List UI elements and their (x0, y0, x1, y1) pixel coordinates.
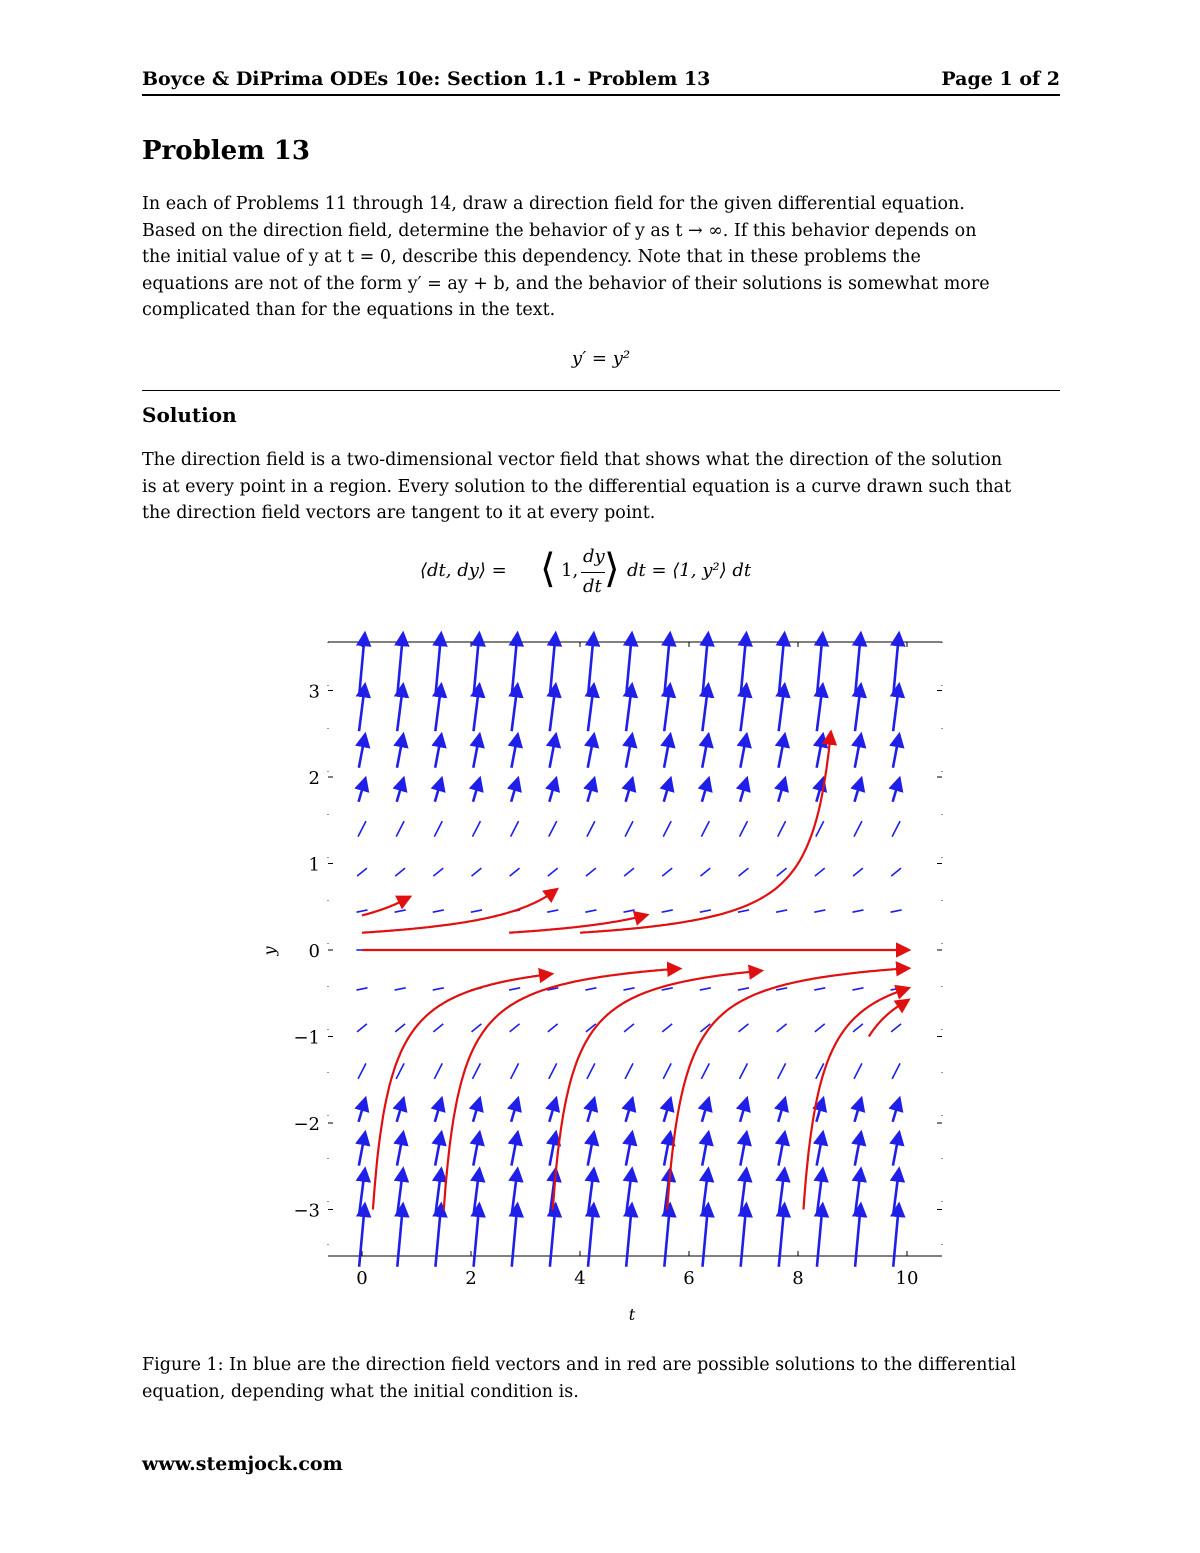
field-vector (626, 778, 633, 802)
field-vector (700, 988, 711, 990)
solution-line: The direction field is a two-dimensional vector field that shows what the direction of the solution (142, 450, 1003, 470)
problem-line: equations are not of the form y′ = ay + b, and the behavior of their solutions is somewhat more (142, 273, 990, 294)
field-vector (472, 821, 480, 837)
field-vector (433, 910, 444, 912)
field-vector (356, 910, 367, 912)
field-vector (855, 734, 861, 767)
field-vector (396, 821, 404, 837)
solution-line: is at every point in a region. Every solution to the differential equation is a curve drawn such that (142, 476, 1012, 497)
x-tick-label: 0 (356, 1268, 368, 1289)
field-vector (511, 821, 519, 837)
field-vector (358, 821, 366, 837)
field-vector (855, 1098, 862, 1122)
field-vector (664, 1098, 671, 1122)
field-vector (855, 1132, 861, 1165)
field-vector (395, 988, 406, 990)
field-vector (892, 821, 900, 837)
x-tick-label: 6 (683, 1268, 695, 1289)
field-vector (435, 1098, 442, 1122)
field-vector (395, 910, 406, 912)
field-vector (815, 868, 825, 876)
field-vector (435, 778, 442, 802)
field-vector (891, 868, 901, 876)
field-vector (701, 1063, 709, 1079)
problem-line: complicated than for the equations in the text. (142, 300, 556, 320)
y-tick-label: −1 (293, 1027, 320, 1049)
field-vector (852, 988, 863, 990)
field-vector (359, 1098, 366, 1122)
field-vector (549, 821, 557, 837)
field-vector (509, 988, 520, 990)
vector-one: 1, (561, 560, 579, 581)
field-vector (359, 1132, 365, 1165)
header-page-number: Page 1 of 2 (941, 68, 1060, 90)
field-vector (473, 734, 479, 767)
field-vector (664, 1132, 670, 1165)
field-vector (740, 1063, 748, 1079)
problem-line: Based on the direction field, determine the behavior of y as t → ∞. If this behavior depends on (142, 220, 977, 241)
field-vector (893, 1098, 900, 1122)
field-vector (587, 1063, 595, 1079)
x-tick-label: 2 (465, 1268, 477, 1289)
vector-equation-lhs: ⟨dt, dy⟩ = (420, 560, 507, 581)
field-vector (663, 1063, 671, 1079)
y-axis-label: y (260, 946, 279, 956)
fraction-denominator: dt (583, 576, 602, 597)
field-vector (664, 778, 671, 802)
field-vector (359, 734, 365, 767)
field-vector (588, 734, 594, 767)
y-tick-label: −3 (293, 1200, 320, 1222)
field-vector (511, 1132, 517, 1165)
field-vector (626, 1098, 633, 1122)
field-vector (700, 868, 710, 876)
field-vector (624, 910, 635, 912)
field-vector (397, 1132, 403, 1165)
field-vector (702, 1132, 708, 1165)
figure-caption (142, 1352, 1060, 1405)
field-vector (510, 868, 520, 876)
field-vector (473, 778, 480, 802)
field-vector (358, 1063, 366, 1079)
field-vector (588, 1132, 594, 1165)
field-vector (739, 868, 749, 876)
field-vector (511, 778, 518, 802)
field-vector (740, 778, 747, 802)
field-vector (740, 1098, 747, 1122)
field-vector (472, 1024, 482, 1032)
field-vector (549, 1098, 556, 1122)
field-vector (817, 734, 823, 767)
field-vector (740, 821, 748, 837)
field-vector (700, 910, 711, 912)
field-vector (778, 1063, 786, 1079)
field-vector (433, 868, 443, 876)
problem-line: In each of Problems 11 through 14, draw a direction field for the given differential equation. (142, 194, 965, 214)
field-vector (357, 1024, 367, 1032)
field-vector (359, 778, 366, 802)
solution-curve (373, 974, 550, 1209)
field-vector (472, 868, 482, 876)
field-vector (550, 734, 556, 767)
solution-curve (553, 971, 760, 1210)
field-vector (433, 1024, 443, 1032)
field-vector (473, 1098, 480, 1122)
field-vector (397, 778, 404, 802)
solution-curve (804, 989, 908, 1210)
field-vector (585, 988, 596, 990)
problem-title: Problem 13 (142, 136, 310, 166)
field-vector (778, 778, 785, 802)
angle-left: ⟨ (540, 546, 556, 592)
field-vector (396, 1063, 404, 1079)
field-vector (814, 910, 825, 912)
field-vector (740, 734, 746, 767)
field-vector (625, 1063, 633, 1079)
field-vector (434, 821, 442, 837)
field-vector (662, 868, 672, 876)
field-vector (663, 821, 671, 837)
field-vector (855, 778, 862, 802)
field-vector (548, 868, 558, 876)
y-tick-label: 0 (308, 941, 320, 962)
field-vector (511, 734, 517, 767)
field-vector (624, 1024, 634, 1032)
field-vector (853, 868, 863, 876)
field-vector (395, 868, 405, 876)
problem-line: the initial value of y at t = 0, describe this dependency. Note that in these problems the (142, 247, 921, 267)
field-vector (778, 734, 784, 767)
field-vector (893, 734, 899, 767)
field-vector (473, 1132, 479, 1165)
field-vector (893, 1132, 899, 1165)
field-vector (739, 1024, 749, 1032)
field-vector (776, 988, 787, 990)
field-vector (587, 1098, 594, 1122)
field-vector (585, 910, 596, 912)
field-vector (586, 868, 596, 876)
field-vector (891, 988, 902, 990)
field-vector (662, 910, 673, 912)
field-vector (511, 1098, 518, 1122)
fraction-numerator: dy (583, 546, 605, 567)
field-vector (891, 1024, 901, 1032)
field-vector (814, 988, 825, 990)
field-vector (702, 1098, 709, 1122)
field-vector (702, 734, 708, 767)
solution-curves (362, 734, 907, 1210)
field-vector (702, 778, 709, 802)
y-tick-label: 3 (308, 681, 320, 703)
field-vector (434, 1063, 442, 1079)
field-vector (777, 868, 787, 876)
field-vector (853, 1024, 863, 1032)
y-tick-label: −2 (293, 1114, 320, 1135)
field-vector (435, 1132, 441, 1165)
field-vector (854, 1063, 862, 1079)
field-vector (816, 821, 824, 837)
field-vector (471, 910, 482, 912)
x-tick-label: 4 (574, 1268, 586, 1289)
field-vector (550, 1132, 556, 1165)
caption-line: Figure 1: In blue are the direction field vectors and in red are possible solutions to the differential (142, 1355, 1017, 1375)
field-vector (435, 734, 441, 767)
field-vector (662, 988, 673, 990)
field-vector (740, 1132, 746, 1165)
field-vector (662, 1024, 672, 1032)
x-tick-label: 10 (895, 1268, 919, 1289)
field-vector (626, 1132, 632, 1165)
field-vector (433, 988, 444, 990)
field-vector (852, 910, 863, 912)
field-vector (892, 1063, 900, 1079)
x-axis-label: t (628, 1305, 636, 1324)
field-vector (397, 734, 403, 767)
field-vector (817, 1132, 823, 1165)
field-vector (587, 778, 594, 802)
field-vector (778, 1132, 784, 1165)
ode-equation: y′ = y² (571, 348, 631, 369)
field-vector (356, 988, 367, 990)
field-vector (510, 1024, 520, 1032)
angle-right: ⟩ (604, 546, 620, 592)
field-vector (548, 1024, 558, 1032)
field-vector (511, 1063, 519, 1079)
field-vector (472, 1063, 480, 1079)
solution-curve (362, 890, 556, 932)
field-vector (664, 734, 670, 767)
x-tick-label: 8 (792, 1268, 804, 1289)
field-vector (625, 821, 633, 837)
field-vector (778, 1098, 785, 1122)
field-vector (624, 988, 635, 990)
solution-curve (580, 734, 831, 933)
field-vector (549, 778, 556, 802)
field-vector (776, 910, 787, 912)
header-title: Boyce & DiPrima ODEs 10e: Section 1.1 - Problem 13 (142, 68, 711, 90)
field-vector (626, 734, 632, 767)
field-vector (893, 778, 900, 802)
field-vector (397, 1098, 404, 1122)
field-vector (547, 910, 558, 912)
field-vector (395, 1024, 405, 1032)
field-vector (738, 988, 749, 990)
solution-curve (869, 1001, 907, 1037)
field-vector (624, 868, 634, 876)
field-vector (738, 910, 749, 912)
field-vector (854, 821, 862, 837)
field-vector (815, 1024, 825, 1032)
solution-heading: Solution (142, 403, 237, 427)
field-vector (777, 1024, 787, 1032)
caption-line: equation, depending what the initial condition is. (142, 1381, 579, 1402)
solution-curve (362, 898, 408, 916)
field-vector (778, 821, 786, 837)
y-tick-label: 2 (308, 768, 320, 789)
vector-equation-rhs: dt = ⟨1, y²⟩ dt (627, 560, 752, 581)
field-vector (701, 821, 709, 837)
field-vector (587, 821, 595, 837)
field-vector (549, 1063, 557, 1079)
field-vector (891, 910, 902, 912)
y-tick-label: 1 (308, 854, 320, 876)
solution-line: the direction field vectors are tangent to it at every point. (142, 503, 656, 523)
field-vector (357, 868, 367, 876)
footer-url[interactable]: www.stemjock.com (142, 1453, 343, 1475)
